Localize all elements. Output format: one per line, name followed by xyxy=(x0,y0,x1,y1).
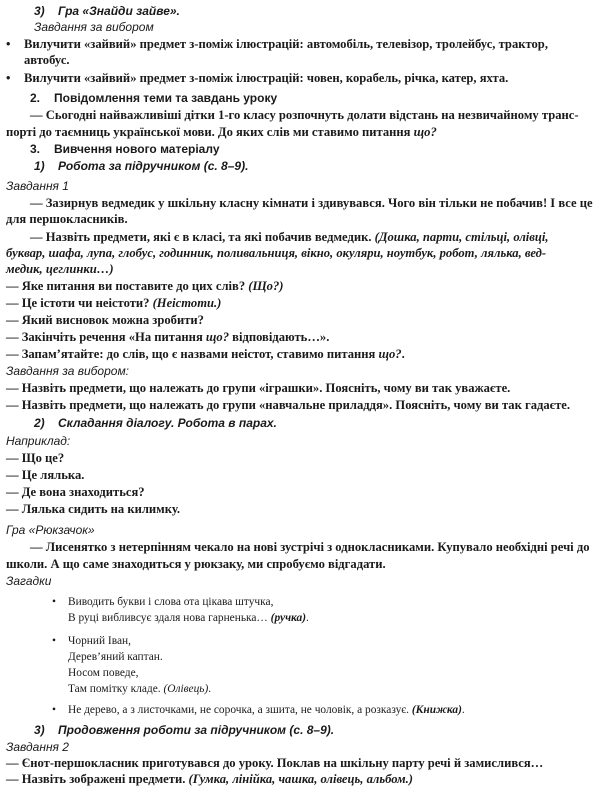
school-supplies-line: — Назвіть предмети, що належать до групи «навчальне приладдя». Поясніть, чому ви так гадаєте. xyxy=(6,398,571,412)
bullet-item-cont: автобус. xyxy=(24,53,70,67)
riddle-1-line1: Виводить букви і слова ота цікава штучка, xyxy=(68,596,274,608)
dialog-line: — Лялька сидить на килимку. xyxy=(6,502,181,516)
riddle-2-line: Чорний Іван, xyxy=(68,635,131,647)
raccoon-line: — Єнот-першокласник приготувався до уроку. Поклав на шкільну парту речі й замислився… xyxy=(6,756,544,770)
riddle-2-end: . xyxy=(208,683,212,695)
name-items-line2: буквар, шафа, лупа, глобус, годинник, поливальниця, вікно, окуляри, ноутбук, робот, лялька, вед- xyxy=(6,246,547,260)
question-text: — Яке питання ви поставите до цих слів? xyxy=(6,279,249,293)
riddle-3-answer: (Книжка) xyxy=(411,704,462,716)
remember-q: що? xyxy=(378,347,402,361)
riddle-1-answer: (ручка) xyxy=(270,612,307,624)
name-depicted-line xyxy=(6,771,594,787)
bear-line1: — Зазирнув ведмедик у шкільну класну кімнати і здивувався. Чого він тільки не побачив! І все це xyxy=(30,196,593,210)
heading-title: Складання діалогу. Робота в парах. xyxy=(58,416,277,430)
alive-text: — Це істоти чи неістоти? xyxy=(6,296,153,310)
remember-end: . xyxy=(401,347,405,361)
finish-q: що? xyxy=(205,330,229,344)
subsection-3-heading xyxy=(34,722,594,738)
heading-title: Гра «Знайди зайве». xyxy=(58,4,180,18)
heading-number: 3. xyxy=(30,142,41,156)
subsection-1-heading xyxy=(34,158,594,174)
example-label: Наприклад: xyxy=(6,434,71,448)
heading-title: Повідомлення теми та завдань уроку xyxy=(54,91,278,105)
riddle-2-text: Там помітку кладе. xyxy=(68,683,164,695)
alive-answer: (Неістоти.) xyxy=(152,296,222,310)
bullet-dot: • xyxy=(6,71,11,85)
subsection-2-heading xyxy=(34,415,594,431)
bullet-dot: • xyxy=(6,37,11,51)
riddles-label: Загадки xyxy=(6,574,52,588)
question-line xyxy=(6,278,594,294)
heading-title: Вивчення нового матеріалу xyxy=(54,142,220,156)
finish-line xyxy=(6,329,594,345)
choice-task-label: Завдання за вибором xyxy=(34,20,154,34)
bullet-text: Вилучити «зайвий» предмет з-поміж ілюстрацій: човен, корабель, річка, катер, яхта. xyxy=(24,71,509,85)
finish-b: відповідають…». xyxy=(229,330,330,344)
riddle-2-line: Носом поведе, xyxy=(68,667,139,679)
heading-title: Робота за підручником (с. 8–9). xyxy=(58,159,249,173)
name-items-line3: медик, цеглинки…) xyxy=(6,262,114,276)
task-2-label: Завдання 2 xyxy=(6,740,69,754)
conclusion-line: — Який висновок можна зробити? xyxy=(6,313,204,327)
finish-a: — Закінчіть речення «На питання xyxy=(6,330,206,344)
fox-line1: — Лисенятко з нетерпінням чекало на нові зустрічі з однокласниками. Купувало необхідні речі до xyxy=(30,540,590,554)
heading-number: 2) xyxy=(34,416,45,430)
alive-line xyxy=(6,295,594,311)
section-2-heading xyxy=(30,90,594,106)
riddle-2-line: Дерев’яний каптан. xyxy=(68,651,163,663)
section-3-heading xyxy=(30,141,594,157)
bear-line2: для першокласників. xyxy=(6,212,128,226)
intro-text: порті до таємниць української мови. До яких слів ми ставимо питання xyxy=(6,125,414,139)
game-find-extra-heading xyxy=(34,3,594,19)
bullet-item xyxy=(6,70,594,86)
fox-line2: школи. А що саме знаходиться у рюкзаку, ми спробуємо відгадати. xyxy=(6,557,386,571)
riddle-2-last xyxy=(68,682,211,697)
remember-line xyxy=(6,346,594,362)
riddle-bullet: • xyxy=(52,635,56,647)
dialog-line: — Де вона знаходиться? xyxy=(6,485,145,499)
riddle-1-end: . xyxy=(306,612,309,624)
name-items-list: (Дошка, парти, стільці, олівці, xyxy=(374,230,549,244)
task-1-label: Завдання 1 xyxy=(6,179,69,193)
question-answer: (Що?) xyxy=(248,279,284,293)
heading-title: Продовження роботи за підручником (с. 8–9). xyxy=(58,723,335,737)
riddle-3-text: Не дерево, а з листочками, не сорочка, а зшита, не чоловік, а розказує. xyxy=(68,704,412,716)
riddle-1-text: В руці вибливсує здаля нова гарненька… xyxy=(68,612,271,624)
riddle-3-line xyxy=(68,703,465,718)
intro-question: що? xyxy=(413,125,437,139)
game-backpack-label: Гра «Рюкзачок» xyxy=(6,523,95,537)
remember-a: — Запам’ятайте: до слів, що є назвами неістот, ставимо питання xyxy=(6,347,379,361)
name-depicted-answer: (Гумка, лінійка, чашка, олівець, альбом.) xyxy=(188,772,413,786)
intro-line1: — Сьогодні найважливіші дітки 1-го класу розпочнуть долати відстань на незвичайному транс- xyxy=(30,108,579,122)
choice-task-2-label: Завдання за вибором: xyxy=(6,364,130,378)
bullet-item xyxy=(6,36,594,52)
heading-number: 2. xyxy=(30,91,41,105)
heading-number: 3) xyxy=(34,4,45,18)
riddle-1-line2 xyxy=(68,611,309,626)
name-items-lead: — Назвіть предмети, які є в класі, та які побачив ведмедик. xyxy=(30,230,375,244)
heading-number: 1) xyxy=(34,159,45,173)
heading-number: 3) xyxy=(34,723,45,737)
toys-line: — Назвіть предмети, що належать до групи «іграшки». Поясніть, чому ви так уважаєте. xyxy=(6,381,511,395)
riddle-3-end: . xyxy=(461,704,465,716)
riddle-2-answer: (Олівець) xyxy=(163,683,209,695)
name-depicted-text: — Назвіть зображені предмети. xyxy=(6,772,189,786)
name-items-line1 xyxy=(30,229,594,245)
riddle-bullet: • xyxy=(52,704,56,716)
dialog-line: — Це лялька. xyxy=(6,468,85,482)
riddle-bullet: • xyxy=(52,596,56,608)
dialog-line: — Що це? xyxy=(6,451,65,465)
intro-line2 xyxy=(6,124,594,140)
bullet-text: Вилучити «зайвий» предмет з-поміж ілюстрацій: автомобіль, телевізор, тролейбус, трактор, xyxy=(24,37,548,51)
